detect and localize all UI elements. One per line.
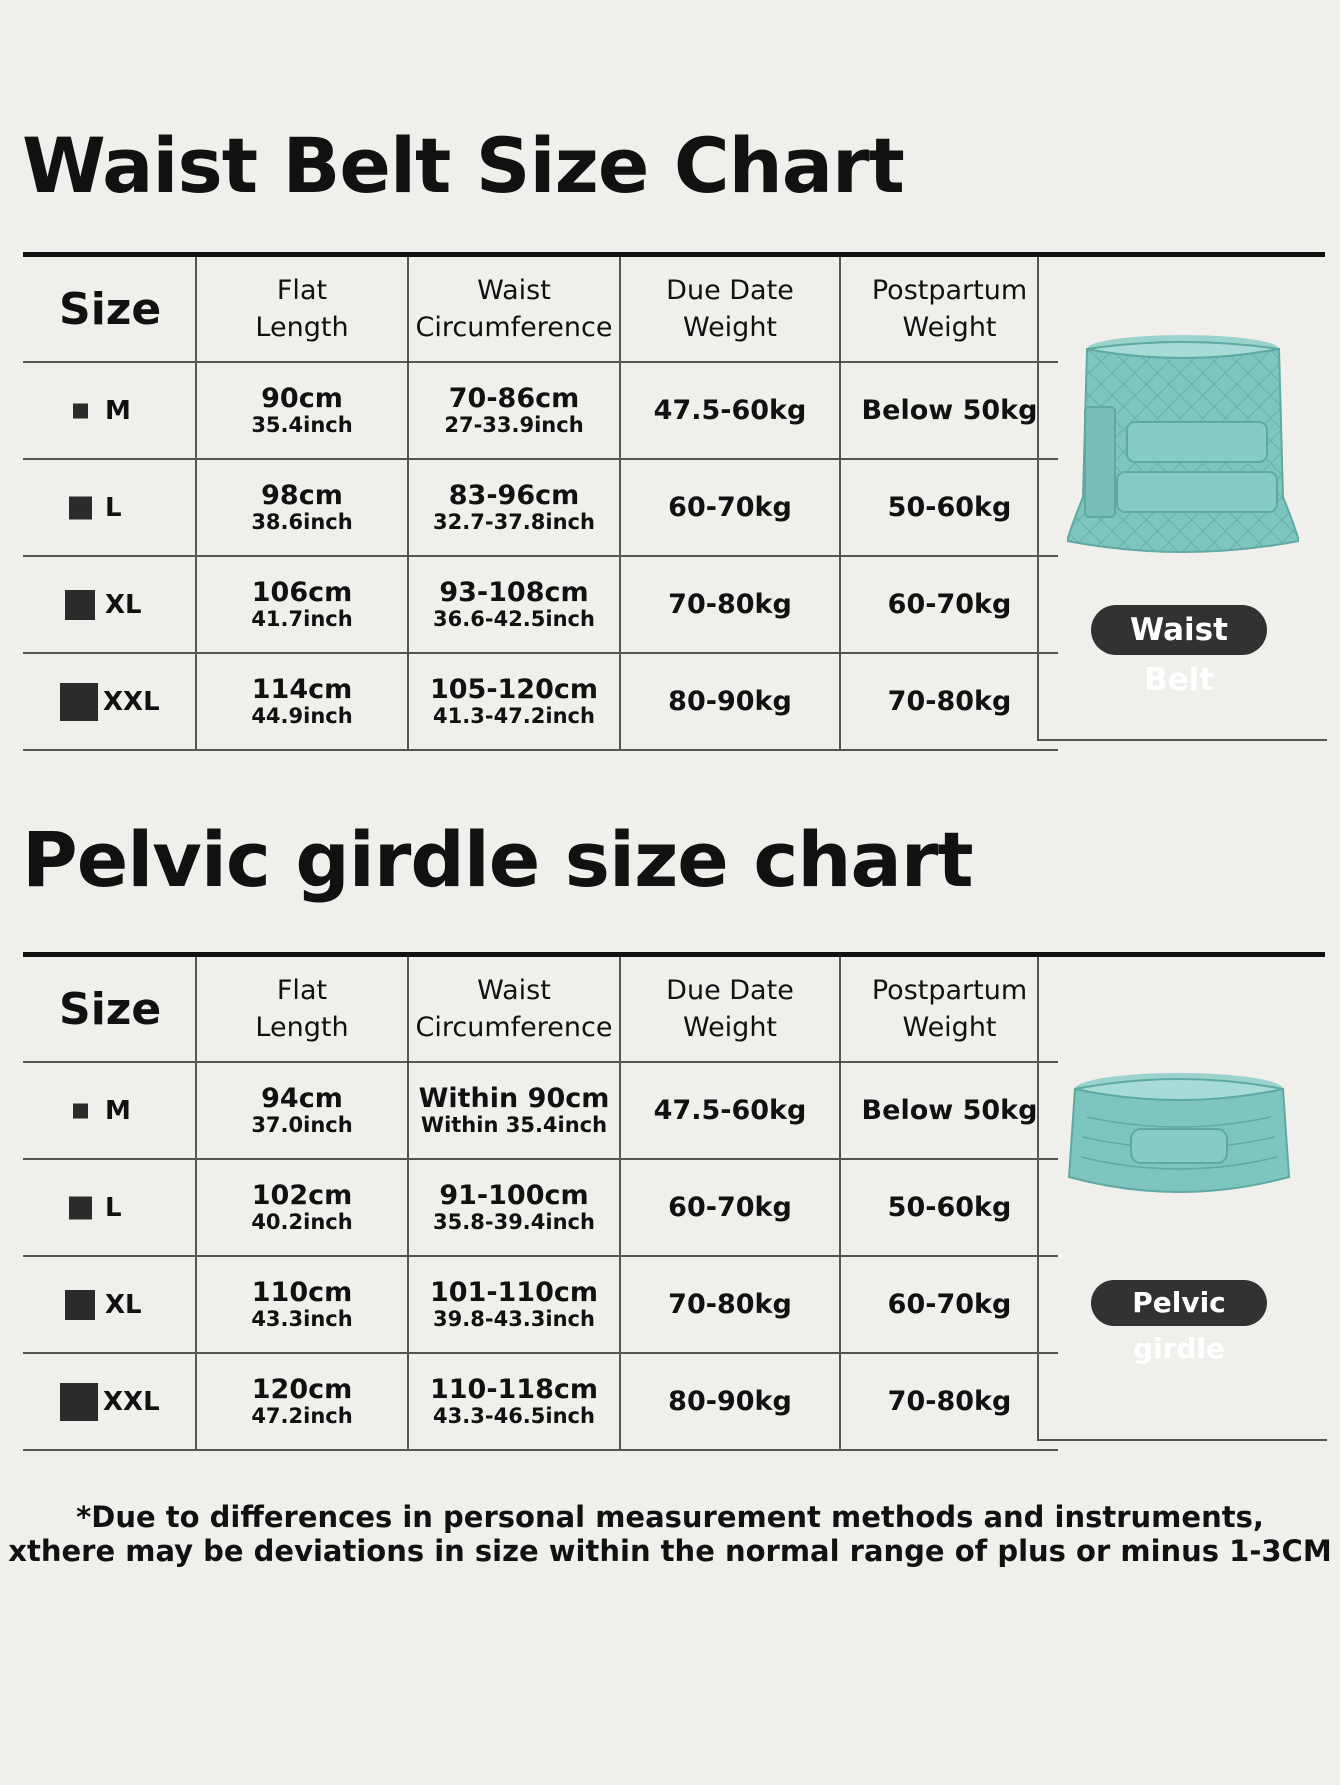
size-cell: L xyxy=(23,1159,196,1256)
flat-length-cell: 106cm 41.7inch xyxy=(196,556,408,653)
flat-length-cell: 98cm 38.6inch xyxy=(196,459,408,556)
table-row xyxy=(23,1159,1058,1256)
waist-circumference-header: Waist Circumference xyxy=(408,257,620,362)
size-cell: XL xyxy=(23,556,196,653)
size-square-icon xyxy=(73,403,88,418)
due-weight-cell: 47.5-60kg xyxy=(620,362,840,459)
flat-length-cell: 102cm 40.2inch xyxy=(196,1159,408,1256)
due-weight-cell: 80-90kg xyxy=(620,653,840,750)
size-square-icon xyxy=(69,496,92,519)
waist-cell: 83-96cm 32.7-37.8inch xyxy=(408,459,620,556)
postpartum-weight-cell: Below 50kg xyxy=(840,362,1058,459)
size-square-icon xyxy=(65,1290,95,1320)
footnote-line-2: xthere may be deviations in size within the normal range of plus or minus 1-3CM xyxy=(8,1534,1332,1568)
waist-cell: 91-100cm 35.8-39.4inch xyxy=(408,1159,620,1256)
table-row xyxy=(23,1353,1058,1450)
size-square-icon xyxy=(60,683,98,721)
table-row xyxy=(23,653,1058,750)
postpartum-weight-cell: 50-60kg xyxy=(840,459,1058,556)
postpartum-weight-cell: Below 50kg xyxy=(840,1062,1058,1159)
size-cell: XL xyxy=(23,1256,196,1353)
table-row xyxy=(23,362,1058,459)
waist-belt-title: Waist Belt Size Chart xyxy=(22,121,904,210)
size-header: Size xyxy=(59,983,162,1035)
header-row xyxy=(23,957,1058,1062)
flat-length-cell: 114cm 44.9inch xyxy=(196,653,408,750)
waist-belt-image xyxy=(1067,327,1299,557)
table-row xyxy=(23,1256,1058,1353)
waist-belt-size-chart xyxy=(23,252,1325,728)
pelvic-girdle-size-chart xyxy=(23,952,1325,1428)
size-cell: M xyxy=(23,1062,196,1159)
size-cell: XXL xyxy=(23,1353,196,1450)
due-weight-cell: 70-80kg xyxy=(620,556,840,653)
waist-cell: Within 90cm Within 35.4inch xyxy=(408,1062,620,1159)
postpartum-weight-cell: 70-80kg xyxy=(840,653,1058,750)
postpartum-weight-cell: 60-70kg xyxy=(840,1256,1058,1353)
product-label-badge: Waist Belt xyxy=(1091,605,1267,655)
header-row xyxy=(23,257,1058,362)
table-row xyxy=(23,1062,1058,1159)
product-label-badge: Pelvic girdle xyxy=(1091,1280,1267,1326)
due-weight-cell: 80-90kg xyxy=(620,1353,840,1450)
product-panel xyxy=(1037,257,1327,741)
size-cell: XXL xyxy=(23,653,196,750)
table-row xyxy=(23,459,1058,556)
pelvic-girdle-table xyxy=(23,957,1058,1451)
footnote-line-1: *Due to differences in personal measurement methods and instruments, xyxy=(76,1500,1264,1534)
waist-cell: 70-86cm 27-33.9inch xyxy=(408,362,620,459)
postpartum-weight-cell: 50-60kg xyxy=(840,1159,1058,1256)
due-weight-cell: 47.5-60kg xyxy=(620,1062,840,1159)
pelvic-girdle-title: Pelvic girdle size chart xyxy=(22,815,973,904)
pelvic-girdle-image xyxy=(1067,1067,1291,1207)
size-square-icon xyxy=(60,1383,98,1421)
size-square-icon xyxy=(69,1196,92,1219)
flat-length-header: Flat Length xyxy=(196,957,408,1062)
flat-length-cell: 120cm 47.2inch xyxy=(196,1353,408,1450)
size-header: Size xyxy=(59,283,162,335)
waist-cell: 101-110cm 39.8-43.3inch xyxy=(408,1256,620,1353)
waist-cell: 110-118cm 43.3-46.5inch xyxy=(408,1353,620,1450)
postpartum-weight-header: Postpartum Weight xyxy=(840,957,1058,1062)
waist-cell: 105-120cm 41.3-47.2inch xyxy=(408,653,620,750)
flat-length-cell: 90cm 35.4inch xyxy=(196,362,408,459)
waist-circumference-header: Waist Circumference xyxy=(408,957,620,1062)
flat-length-header: Flat Length xyxy=(196,257,408,362)
due-weight-cell: 60-70kg xyxy=(620,459,840,556)
product-panel xyxy=(1037,957,1327,1441)
waist-cell: 93-108cm 36.6-42.5inch xyxy=(408,556,620,653)
size-square-icon xyxy=(65,590,95,620)
due-weight-cell: 70-80kg xyxy=(620,1256,840,1353)
due-weight-cell: 60-70kg xyxy=(620,1159,840,1256)
postpartum-weight-cell: 70-80kg xyxy=(840,1353,1058,1450)
size-square-icon xyxy=(73,1103,88,1118)
due-date-weight-header: Due Date Weight xyxy=(620,957,840,1062)
table-row xyxy=(23,556,1058,653)
waist-belt-table xyxy=(23,257,1058,751)
due-date-weight-header: Due Date Weight xyxy=(620,257,840,362)
postpartum-weight-header: Postpartum Weight xyxy=(840,257,1058,362)
size-cell: L xyxy=(23,459,196,556)
size-cell: M xyxy=(23,362,196,459)
flat-length-cell: 94cm 37.0inch xyxy=(196,1062,408,1159)
flat-length-cell: 110cm 43.3inch xyxy=(196,1256,408,1353)
postpartum-weight-cell: 60-70kg xyxy=(840,556,1058,653)
